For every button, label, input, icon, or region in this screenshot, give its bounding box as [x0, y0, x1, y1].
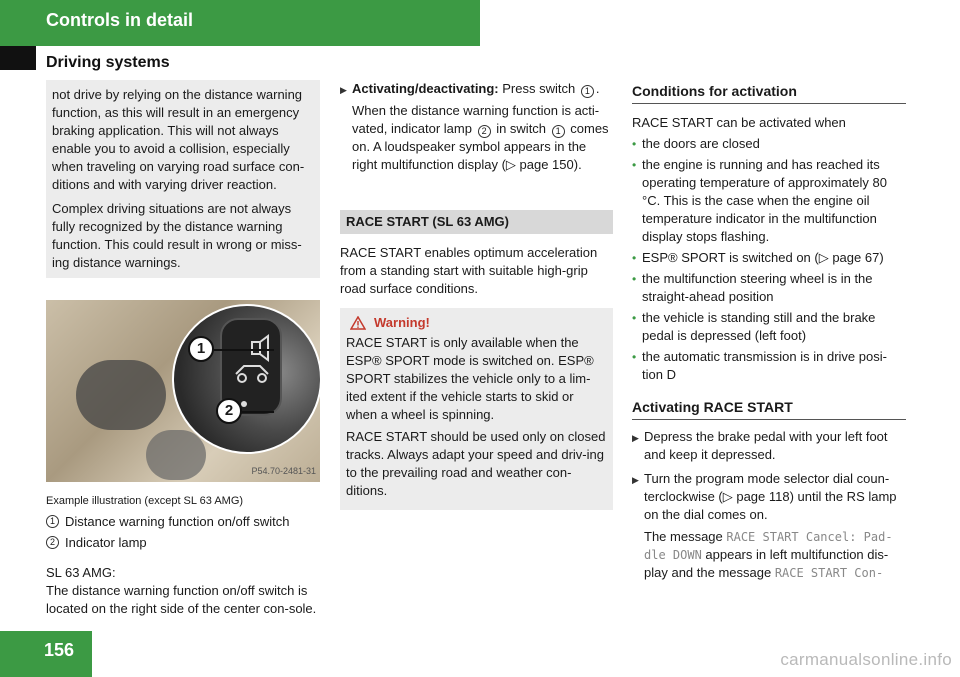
step-arrow-icon: ▶	[340, 85, 347, 95]
step-p2-text: ).	[573, 157, 582, 172]
message-text: appears in left multifunction dis-play and the message	[644, 547, 889, 580]
bullet-icon: •	[632, 158, 637, 172]
step-p2-text: in switch	[492, 121, 550, 136]
note-paragraph-1: not drive by relying on the distance warning function, as this will result in an emergency braking application. This will not always enable you to avoid a collision, especially when traveling on varying road surface con-ditions and with varying driver reaction.	[52, 87, 305, 192]
watermark: carmanualsonline.info	[780, 650, 952, 669]
bullet-icon: •	[632, 251, 637, 265]
legend-text: Distance warning function on/off switch	[65, 514, 290, 529]
step-text-end: .	[595, 81, 600, 96]
activation-step-text: Depress the brake pedal with your left foot and keep it depressed.	[644, 429, 888, 462]
legend-item	[46, 534, 320, 552]
condition-text: ESP® SPORT is switched on (▷ page 67)	[642, 250, 884, 265]
image-caption: Example illustration (except SL 63 AMG)	[46, 495, 244, 507]
activation-step-text: Turn the program mode selector dial coun-terclockwise (▷ page 118) until the RS lamp on the dial comes on.	[644, 471, 897, 522]
condition-text: the multifunction steering wheel is in the straight-ahead position	[642, 271, 873, 304]
step-activating	[340, 80, 613, 178]
illustration-photo	[46, 300, 320, 482]
conditions-intro: RACE START can be activated when	[632, 115, 846, 130]
column-2	[340, 80, 613, 510]
activation-step	[632, 470, 906, 586]
header-marker	[0, 46, 36, 70]
condition-item	[632, 135, 906, 153]
note-box	[46, 80, 320, 278]
page-number: 156	[44, 640, 75, 660]
callout-2: 2	[216, 398, 242, 424]
step-arrow-icon: ▶	[632, 433, 639, 443]
warning-title: Warning!	[374, 315, 430, 330]
display-message-code: RACE START Con-	[774, 566, 884, 580]
callout-1: 1	[188, 336, 214, 362]
column-3	[632, 80, 906, 586]
callout-line-1	[214, 349, 274, 351]
bullet-icon: •	[632, 350, 637, 364]
legend-number: 1	[46, 515, 59, 528]
condition-item	[632, 309, 906, 345]
bullet-icon: •	[632, 137, 637, 151]
step-label: Activating/deactivating:	[352, 81, 499, 96]
condition-item	[632, 156, 906, 246]
inline-number: 1	[581, 85, 594, 98]
warning-box	[340, 308, 613, 510]
sl63-label: SL 63 AMG:	[46, 565, 116, 580]
condition-item	[632, 249, 906, 267]
callout-line-2	[242, 411, 274, 413]
condition-text: the vehicle is standing still and the brake pedal is depressed (left foot)	[642, 310, 876, 343]
column-1	[46, 80, 320, 618]
section-title: Driving systems	[46, 54, 170, 71]
page-reference: ▷ page 150	[505, 157, 574, 172]
activating-heading: Activating RACE START	[632, 398, 906, 420]
condition-item	[632, 348, 906, 384]
legend-number: 2	[46, 536, 59, 549]
condition-text: the doors are closed	[642, 136, 760, 151]
condition-text: the automatic transmission is in drive posi-tion D	[642, 349, 887, 382]
warning-triangle-icon	[350, 316, 366, 330]
console-knob	[76, 360, 166, 430]
inline-number: 1	[552, 125, 565, 138]
condition-item	[632, 270, 906, 306]
display-message-code: RACE START Cancel: Pad-dle DOWN	[644, 530, 893, 562]
step-arrow-icon: ▶	[632, 475, 639, 485]
warning-paragraph-1: RACE START is only available when the ESP® SPORT mode is switched on. ESP® SPORT stabilizes the vehicle only to a lim-ited extent if the vehicle starts to skid or when a wheel is spinning.	[346, 335, 594, 422]
legend-item	[46, 513, 320, 531]
message-text: The message	[644, 529, 727, 544]
race-start-heading: RACE START (SL 63 AMG)	[340, 210, 613, 234]
sl63-text: The distance warning function on/off switch is located on the right side of the center con-sole.	[46, 583, 317, 616]
chapter-title: Controls in detail	[46, 10, 194, 30]
bullet-icon: •	[632, 311, 637, 325]
condition-text: the engine is running and has reached its operating temperature of approximately 80 °C. This is the case when the engine oil temperature indicator in the multifunction display stops flashing.	[642, 157, 887, 244]
conditions-heading: Conditions for activation	[632, 82, 906, 104]
activation-step	[632, 428, 906, 464]
image-code: P54.70-2481-31	[251, 466, 316, 476]
step-p2-text: comes on. A loudspeaker symbol appears in the right multifunction display (	[352, 121, 609, 172]
note-paragraph-2: Complex driving situations are not always fully recognized by the distance warning function. This could result in wrong or miss-ing distance warnings.	[52, 201, 302, 270]
step-p2-text: When the distance warning function is acti-vated, indicator lamp	[352, 103, 600, 136]
console-knob-2	[146, 430, 206, 480]
bullet-icon: •	[632, 272, 637, 286]
race-start-intro: RACE START enables optimum acceleration from a standing start with suitable high-grip road surface conditions.	[340, 245, 598, 296]
step-text: Press switch	[498, 81, 579, 96]
warning-paragraph-2: RACE START should be used only on closed tracks. Always adapt your speed and driv-ing to the prevailing road and weather con-ditions.	[346, 429, 606, 498]
inline-number: 2	[478, 125, 491, 138]
legend-text: Indicator lamp	[65, 535, 147, 550]
